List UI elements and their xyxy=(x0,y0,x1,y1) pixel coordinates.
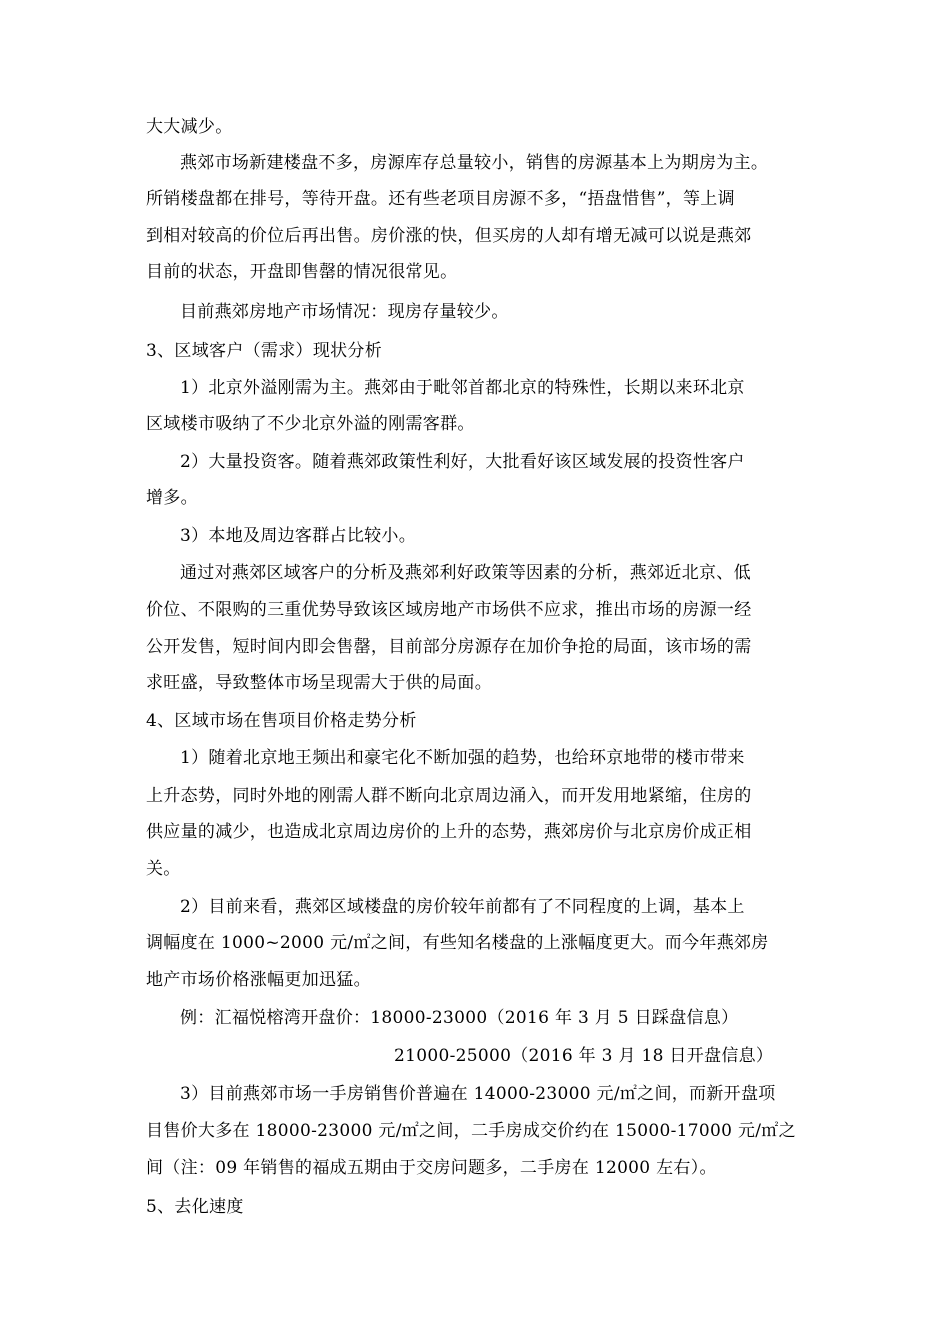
text-line: 供应量的减少，也造成北京周边房价的上升的态势，燕郊房价与北京房价成正相 xyxy=(146,822,752,842)
text-line: 所销楼盘都在排号，等待开盘。还有些老项目房源不多，“捂盘惜售”，等上调 xyxy=(146,189,735,209)
section-heading: 4、区域市场在售项目价格走势分析 xyxy=(146,711,417,731)
section-heading: 3、区域客户（需求）现状分析 xyxy=(146,341,383,361)
text-line: 上升态势，同时外地的刚需人群不断向北京周边涌入，而开发用地紧缩，住房的 xyxy=(146,786,752,806)
text-line: 到相对较高的价位后再出售。房价涨的快，但买房的人却有增无减可以说是燕郊 xyxy=(146,226,752,246)
text-line: 例：汇福悦榕湾开盘价：18000-23000（2016 年 3 月 5 日踩盘信息） xyxy=(180,1008,739,1028)
text-line: 增多。 xyxy=(146,488,198,508)
text-line: 目售价大多在 18000-23000 元/㎡之间，二手房成交价约在 15000-17000 元/㎡之 xyxy=(146,1121,796,1141)
text-line: 区域楼市吸纳了不少北京外溢的刚需客群。 xyxy=(146,414,475,434)
text-line: 关。 xyxy=(146,859,181,879)
text-line: 2）大量投资客。随着燕郊政策性利好，大批看好该区域发展的投资性客户 xyxy=(180,452,745,472)
text-line: 2）目前来看，燕郊区域楼盘的房价较年前都有了不同程度的上调，基本上 xyxy=(180,897,745,917)
text-line: 3）目前燕郊市场一手房销售价普遍在 14000-23000 元/㎡之间，而新开盘项 xyxy=(180,1084,776,1104)
section-heading: 5、去化速度 xyxy=(146,1197,244,1217)
text-line: 调幅度在 1000~2000 元/㎡之间，有些知名楼盘的上涨幅度更大。而今年燕郊房 xyxy=(146,933,769,953)
text-line: 燕郊市场新建楼盘不多，房源库存总量较小，销售的房源基本上为期房为主。 xyxy=(180,153,769,173)
text-line: 目前的状态，开盘即售罄的情况很常见。 xyxy=(146,262,458,282)
text-line: 21000-25000（2016 年 3 月 18 日开盘信息） xyxy=(394,1046,774,1066)
text-line: 目前燕郊房地产市场情况：现房存量较少。 xyxy=(180,302,509,322)
text-line: 1）北京外溢刚需为主。燕郊由于毗邻首都北京的特殊性，长期以来环北京 xyxy=(180,378,745,398)
text-line: 大大减少。 xyxy=(146,117,233,137)
text-line: 公开发售，短时间内即会售罄，目前部分房源存在加价争抢的局面，该市场的需 xyxy=(146,637,752,657)
text-line: 间（注：09 年销售的福成五期由于交房问题多，二手房在 12000 左右）。 xyxy=(146,1158,717,1178)
text-line: 求旺盛，导致整体市场呈现需大于供的局面。 xyxy=(146,673,492,693)
text-line: 价位、不限购的三重优势导致该区域房地产市场供不应求，推出市场的房源一经 xyxy=(146,600,752,620)
text-line: 通过对燕郊区域客户的分析及燕郊利好政策等因素的分析，燕郊近北京、低 xyxy=(180,563,751,583)
text-line: 3）本地及周边客群占比较小。 xyxy=(180,526,417,546)
text-line: 地产市场价格涨幅更加迅猛。 xyxy=(146,970,371,990)
text-line: 1）随着北京地王频出和豪宅化不断加强的趋势，也给环京地带的楼市带来 xyxy=(180,748,745,768)
